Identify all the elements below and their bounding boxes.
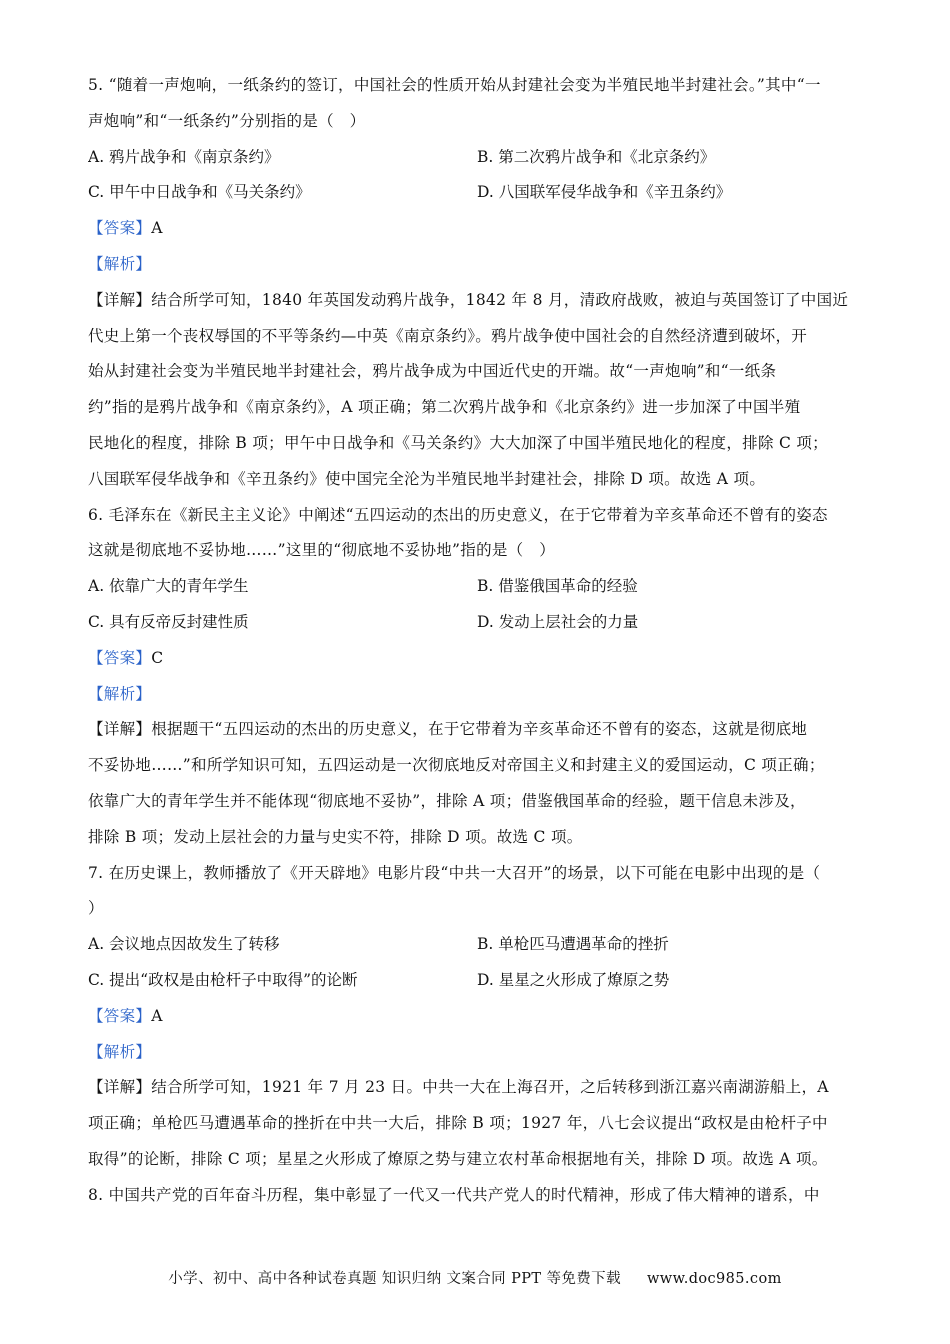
detail-line	[88, 283, 866, 319]
detail-line	[88, 712, 866, 748]
question-stem-line: ）	[88, 899, 104, 918]
question-8-stem-line: 8. 中国共产党的百年奋斗历程，集中彰显了一代又一代共产党人的时代精神，形成了伟大精神的谱系，中	[88, 1185, 820, 1204]
answer-line	[88, 999, 866, 1035]
option-a: A. 鸦片战争和《南京条约》	[88, 147, 280, 166]
detail-line: 不妥协地……”和所学知识可知，五四运动是一次彻底地反对帝国主义和封建主义的爱国运动，C 项正确；	[88, 756, 825, 775]
options-row	[88, 175, 866, 211]
footer-url: www.doc985.com	[646, 1271, 782, 1287]
option-a: A. 依靠广大的青年学生	[88, 577, 249, 596]
page-footer	[0, 1267, 950, 1288]
option-b: B. 借鉴俄国革命的经验	[477, 577, 638, 596]
analysis-label: 【解析】	[88, 684, 152, 703]
detail-line: 项正确；单枪匹马遭遇革命的挫折在中共一大后，排除 B 项；1927 年，八七会议提出“政权是由枪杆子中	[88, 1114, 828, 1133]
options-row	[88, 140, 866, 176]
option-c: C. 甲午中日战争和《马关条约》	[88, 183, 311, 202]
question-stem-line: 7. 在历史课上，教师播放了《开天辟地》电影片段“中共一大召开”的场景，以下可能在电影中出现的是（	[88, 863, 821, 882]
analysis-label: 【解析】	[88, 254, 152, 273]
question-stem-line: 这就是彻底地不妥协地……”这里的“彻底地不妥协地”指的是（ ）	[88, 541, 556, 560]
question-stem-line: 6. 毛泽东在《新民主主义论》中阐述“五四运动的杰出的历史意义，在于它带着为辛亥革命还不曾有的姿态	[88, 505, 828, 524]
option-b: B. 第二次鸦片战争和《北京条约》	[477, 147, 716, 166]
answer-label: 【答案】	[88, 219, 152, 238]
detail-text: 结合所学可知，1921 年 7 月 23 日。中共一大在上海召开，之后转移到浙江嘉兴南湖游船上，A	[151, 1078, 829, 1097]
options-row	[88, 927, 866, 963]
options-row	[88, 605, 866, 641]
detail-line: 民地化的程度，排除 B 项；甲午中日战争和《马关条约》大大加深了中国半殖民地化的程度，排除 C 项；	[88, 433, 828, 452]
question-6	[88, 498, 866, 856]
detail-line: 依靠广大的青年学生并不能体现“彻底地不妥协”，排除 A 项；借鉴俄国革命的经验，题干信息未涉及，	[88, 791, 806, 810]
analysis-line	[88, 677, 866, 713]
question-stem-line: 5. “随着一声炮响，一纸条约的签订，中国社会的性质开始从封建社会变为半殖民地半封建社会。”其中“一	[88, 76, 821, 94]
options-row	[88, 963, 866, 999]
detail-label: 【详解】	[88, 290, 152, 309]
analysis-line	[88, 1035, 866, 1071]
question-stem-line: 声炮响”和“一纸条约”分别指的是（ ）	[88, 111, 366, 130]
detail-text: 结合所学可知，1840 年英国发动鸦片战争，1842 年 8 月，清政府战败，被迫与英国签订了中国近	[151, 290, 849, 309]
answer-value: A	[151, 219, 163, 238]
answer-line	[88, 211, 866, 247]
option-d: D. 发动上层社会的力量	[477, 612, 639, 631]
option-d: D. 八国联军侵华战争和《辛丑条约》	[477, 183, 732, 202]
detail-line: 取得”的论断，排除 C 项；星星之火形成了燎原之势与建立农村革命根据地有关，排除 D 项。故选 A 项。	[88, 1149, 828, 1168]
detail-line: 排除 B 项；发动上层社会的力量与史实不符，排除 D 项。故选 C 项。	[88, 827, 583, 846]
detail-line: 代史上第一个丧权辱国的不平等条约—中英《南京条约》。鸦片战争使中国社会的自然经济遭到破坏，开	[88, 326, 808, 345]
detail-label: 【详解】	[88, 720, 152, 739]
options-row	[88, 569, 866, 605]
option-b: B. 单枪匹马遭遇革命的挫折	[477, 935, 669, 954]
option-d: D. 星星之火形成了燎原之势	[477, 970, 670, 989]
question-5	[88, 68, 866, 498]
detail-label: 【详解】	[88, 1078, 152, 1097]
detail-text: 根据题干“五四运动的杰出的历史意义，在于它带着为辛亥革命还不曾有的姿态，这就是彻底地	[151, 720, 808, 739]
option-c: C. 具有反帝反封建性质	[88, 612, 249, 631]
detail-line: 八国联军侵华战争和《辛丑条约》使中国完全沦为半殖民地半封建社会，排除 D 项。故选 A 项。	[88, 469, 766, 488]
option-c: C. 提出“政权是由枪杆子中取得”的论断	[88, 970, 358, 989]
analysis-label: 【解析】	[88, 1042, 152, 1061]
document-body	[88, 68, 866, 1214]
answer-label: 【答案】	[88, 1006, 152, 1025]
answer-line	[88, 641, 866, 677]
footer-text: 小学、初中、高中各种试卷真题 知识归纳 文案合同 PPT 等免费下载	[168, 1271, 621, 1287]
question-7	[88, 856, 866, 1178]
detail-line: 始从封建社会变为半殖民地半封建社会，鸦片战争成为中国近代史的开端。故“一声炮响”和“一纸条	[88, 362, 777, 381]
detail-line: 约”指的是鸦片战争和《南京条约》，A 项正确；第二次鸦片战争和《北京条约》进一步加深了中国半殖	[88, 398, 801, 417]
answer-value: C	[151, 648, 164, 667]
option-a: A. 会议地点因故发生了转移	[88, 935, 280, 954]
detail-line	[88, 1070, 866, 1106]
answer-label: 【答案】	[88, 648, 152, 667]
answer-value: A	[151, 1006, 163, 1025]
analysis-line	[88, 247, 866, 283]
